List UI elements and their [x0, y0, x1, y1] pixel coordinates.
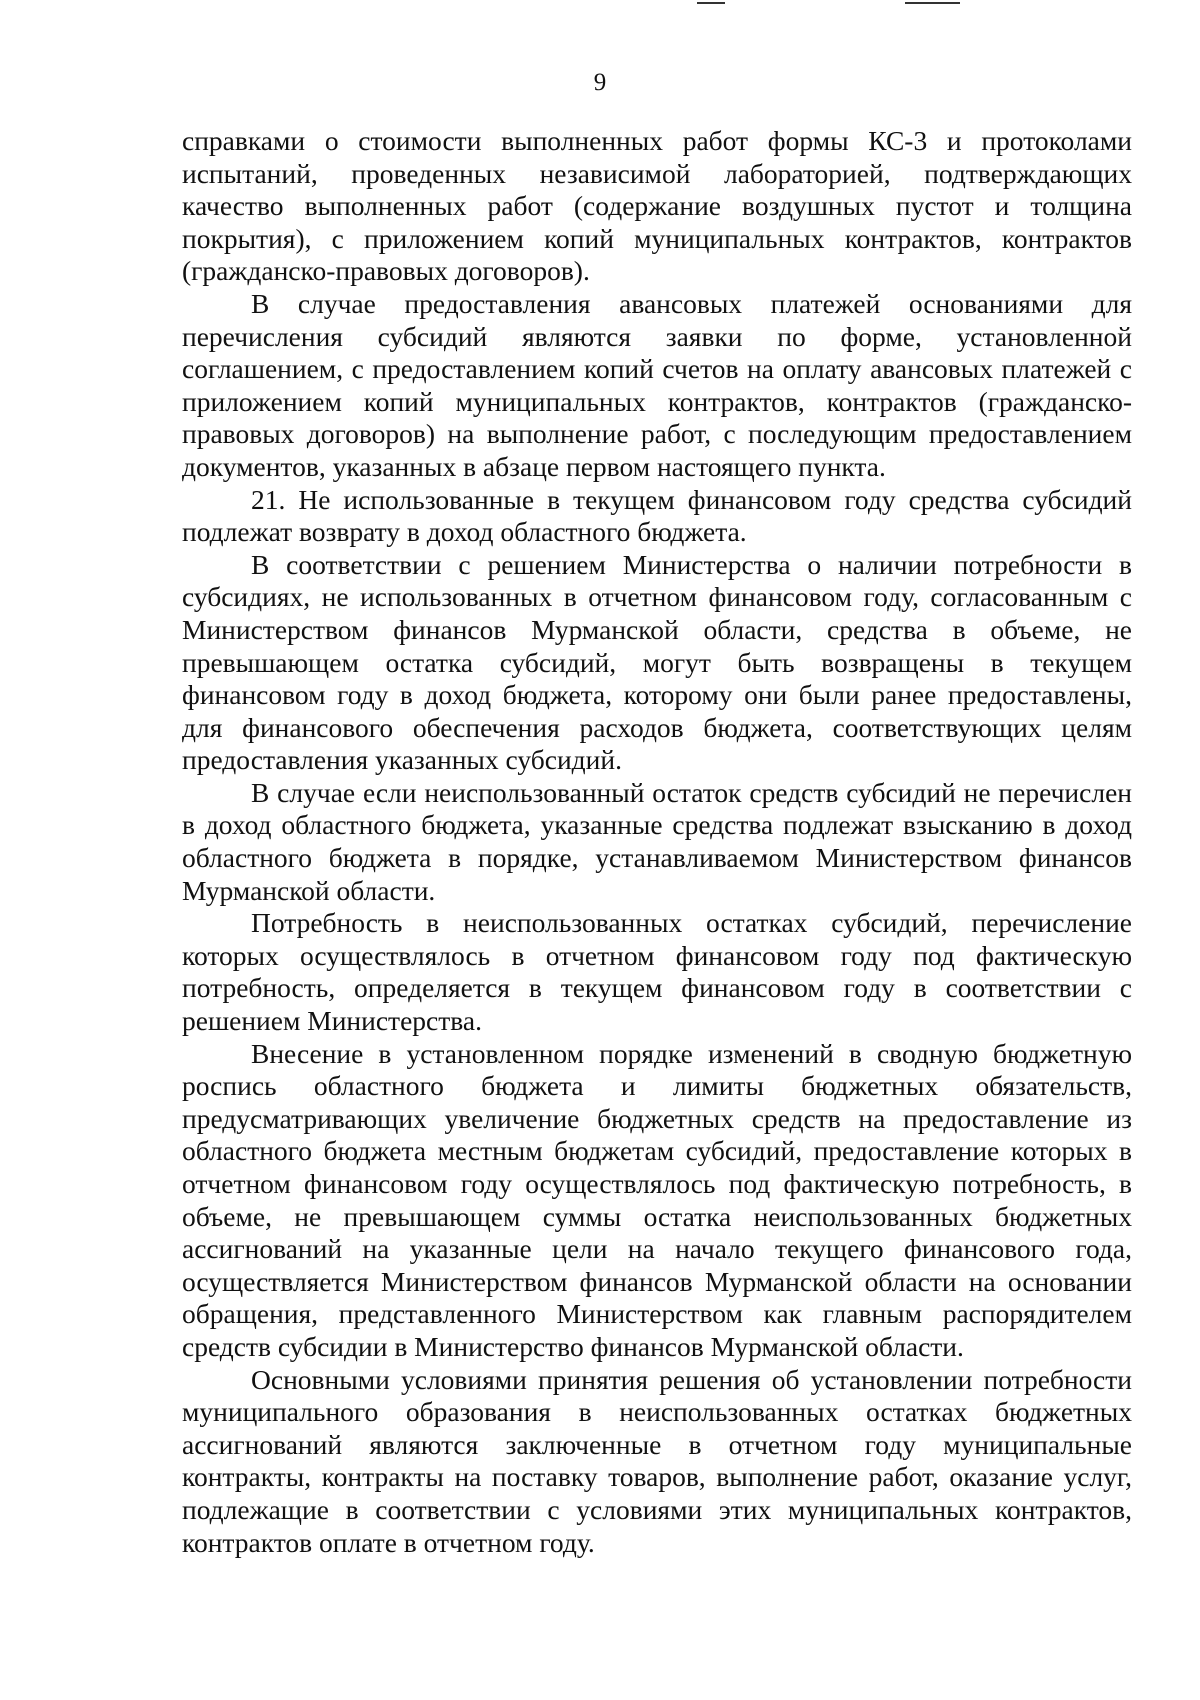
paragraph-need-determination: Потребность в неиспользованных остатках субсидий, перечисление которых осуществлялось в отчетном финансовом году под фактическую потребность, определяется в текущем финансовом году в соответствии с решением Министерства.: [182, 907, 1132, 1037]
page-number: 9: [593, 69, 607, 96]
paragraph-continuation: справками о стоимости выполненных работ формы КС-3 и протоколами испытаний, проведенных независимой лабораторией, подтверждающих качество выполненных работ (содержание воздушных пустот и толщина покрытия), с приложением копий муниципальных контрактов, контрактов (гражданско-правовых договоров).: [182, 125, 1132, 287]
paragraph-item-21: 21. Не использованные в текущем финансовом году средства субсидий подлежат возврату в доход областного бюджета.: [182, 483, 1132, 548]
scan-artifact-line: [905, 2, 960, 4]
paragraph-advance-payments: В случае предоставления авансовых платежей основаниями для перечисления субсидий являются заявки по форме, установленной соглашением, с предоставлением копий счетов на оплату авансовых платежей с приложением копий муниципальных контрактов, контрактов (гражданско-правовых договоров) на выполнение работ, с последующим предоставлением документов, указанных в абзаце первом настоящего пункта.: [182, 287, 1132, 482]
paragraph-budget-changes: Внесение в установленном порядке изменений в сводную бюджетную роспись областного бюджета и лимиты бюджетных обязательств, предусматривающих увеличение бюджетных средств на предоставление из областного бюджета местным бюджетам субсидий, предоставление которых в отчетном финансовом году осуществлялось под фактическую потребность, в объеме, не превышающем суммы остатка неиспользованных бюджетных ассигнований на указанные цели на начало текущего финансового года, осуществляется Министерством финансов Мурманской области на основании обращения, представленного Министерством как главным распорядителем средств субсидии в Министерство финансов Мурманской области.: [182, 1037, 1132, 1362]
scan-artifact-line: [697, 2, 725, 4]
paragraph-main-conditions: Основными условиями принятия решения об установлении потребности муниципального образования в неиспользованных остатках бюджетных ассигнований являются заключенные в отчетном году муниципальные контракты, контракты на поставку товаров, выполнение работ, оказание услуг, подлежащие в соответствии с условиями этих муниципальных контрактов, контрактов оплате в отчетном году.: [182, 1363, 1132, 1558]
paragraph-unused-balance: В случае если неиспользованный остаток средств субсидий не перечислен в доход областного бюджета, указанные средства подлежат взысканию в доход областного бюджета в порядке, устанавливаемом Министерством финансов Мурманской области.: [182, 776, 1132, 906]
document-body: [182, 125, 1132, 1559]
paragraph-ministry-decision: В соответствии с решением Министерства о наличии потребности в субсидиях, не использованных в отчетном финансовом году, согласованным с Министерством финансов Мурманской области, средства в объеме, не превышающем остатка субсидий, могут быть возвращены в текущем финансовом году в доход бюджета, которому они были ранее предоставлены, для финансового обеспечения расходов бюджета, соответствующих целям предоставления указанных субсидий.: [182, 548, 1132, 776]
